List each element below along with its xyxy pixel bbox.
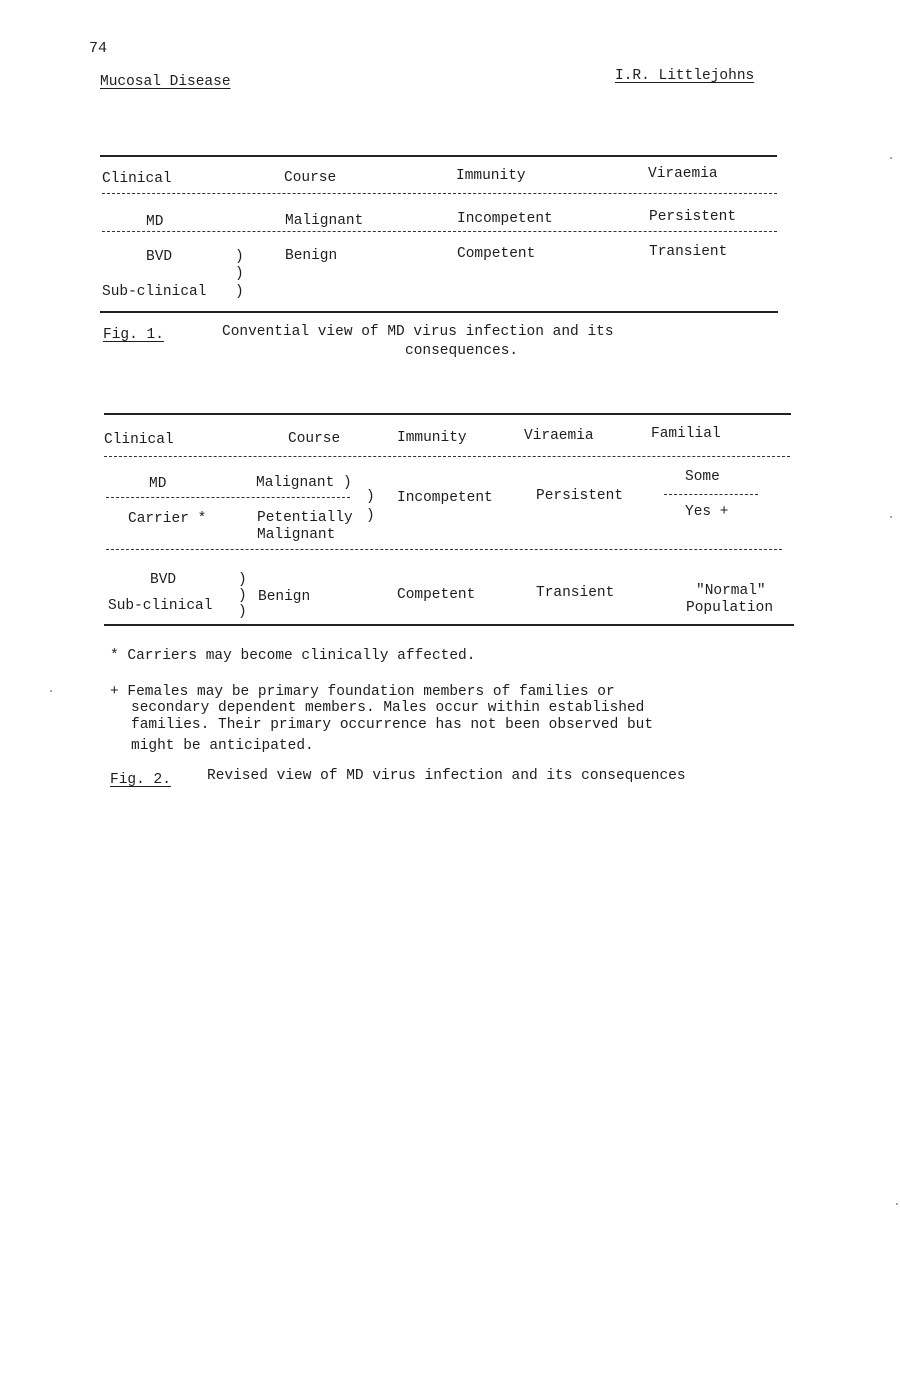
row-divider-dashed	[106, 497, 350, 498]
page-number: 74	[89, 40, 108, 57]
fig2-cell-familial-normal: "Normal"	[696, 583, 766, 599]
scan-speck	[896, 1203, 898, 1205]
fig2-cell-immunity-incompetent: Incompetent	[397, 490, 493, 506]
fig2-caption-text: Revised view of MD virus infection and its consequences	[207, 768, 686, 784]
fig2-cell-clinical-carrier: Carrier *	[128, 511, 207, 527]
scan-speck	[890, 157, 892, 159]
fig1-caption-line2: consequences.	[405, 343, 519, 359]
bracket: )	[366, 508, 375, 524]
table-rule-top	[100, 155, 777, 157]
fig2-header-immunity: Immunity	[397, 430, 467, 446]
scan-speck	[50, 690, 52, 692]
fig1-cell-course-malignant: Malignant	[285, 213, 364, 229]
fig2-header-course: Course	[288, 431, 341, 447]
fig2-cell-course-malignant2: Malignant	[257, 527, 336, 543]
bracket: )	[235, 249, 244, 265]
table-rule-top	[104, 413, 791, 415]
fig2-cell-course-malignant: Malignant )	[256, 475, 352, 491]
fig2-cell-familial-yes: Yes +	[685, 504, 729, 520]
fig1-cell-clinical-subclinical: Sub-clinical	[102, 284, 207, 300]
running-title: Mucosal Disease	[100, 74, 231, 90]
table-rule-dashed	[106, 549, 782, 550]
footnote-plus-line1: + Females may be primary foundation members of families or	[110, 684, 615, 700]
fig2-cell-course-potentially: Petentially	[257, 510, 353, 526]
fig2-cell-familial-population: Population	[686, 600, 774, 616]
fig2-header-familial: Familial	[651, 426, 721, 442]
fig1-cell-immunity-competent: Competent	[457, 246, 536, 262]
fig1-header-immunity: Immunity	[456, 168, 526, 184]
fig1-cell-immunity-incompetent: Incompetent	[457, 211, 553, 227]
fig1-caption-label: Fig. 1.	[103, 327, 164, 343]
bracket: )	[238, 572, 247, 588]
bracket: )	[235, 266, 244, 282]
footnote-plus-line4: might be anticipated.	[131, 738, 314, 754]
fig2-cell-viraemia-persistent: Persistent	[536, 488, 624, 504]
fig2-cell-viraemia-transient: Transient	[536, 585, 615, 601]
fig1-header-course: Course	[284, 170, 337, 186]
fig1-cell-viraemia-persistent: Persistent	[649, 209, 737, 225]
fig2-cell-clinical-md: MD	[149, 476, 167, 492]
fig2-header-viraemia: Viraemia	[524, 428, 594, 444]
table-rule-dashed	[102, 231, 777, 232]
bracket: )	[238, 604, 247, 620]
fig1-header-clinical: Clinical	[102, 171, 172, 187]
table-rule-bottom	[100, 311, 778, 313]
bracket: )	[235, 284, 244, 300]
fig1-cell-clinical-bvd: BVD	[146, 249, 173, 265]
fig2-cell-course-benign: Benign	[258, 589, 311, 605]
fig2-caption-label: Fig. 2.	[110, 772, 171, 788]
table-rule-dashed	[102, 193, 777, 194]
footnote-plus-line2: secondary dependent members. Males occur within established	[131, 700, 645, 716]
row-divider-dashed	[664, 494, 758, 495]
fig1-cell-clinical-md: MD	[146, 214, 164, 230]
author-name: I.R. Littlejohns	[615, 68, 755, 84]
fig2-cell-clinical-bvd: BVD	[150, 572, 177, 588]
fig1-cell-course-benign: Benign	[285, 248, 338, 264]
bracket: )	[238, 588, 247, 604]
table-rule-bottom	[104, 624, 794, 626]
bracket: )	[366, 489, 375, 505]
fig2-cell-clinical-subclinical: Sub-clinical	[108, 598, 213, 614]
fig1-caption-line1: Convential view of MD virus infection and its	[222, 324, 614, 340]
fig1-cell-viraemia-transient: Transient	[649, 244, 728, 260]
fig1-header-viraemia: Viraemia	[648, 166, 718, 182]
table-rule-dashed	[104, 456, 790, 457]
footnote-plus-line3: families. Their primary occurrence has not been observed but	[131, 717, 654, 733]
fig2-header-clinical: Clinical	[104, 432, 174, 448]
fig2-cell-immunity-competent: Competent	[397, 587, 476, 603]
scan-speck	[890, 516, 892, 518]
fig2-cell-familial-some: Some	[685, 469, 720, 485]
footnote-star: * Carriers may become clinically affected.	[110, 648, 476, 664]
